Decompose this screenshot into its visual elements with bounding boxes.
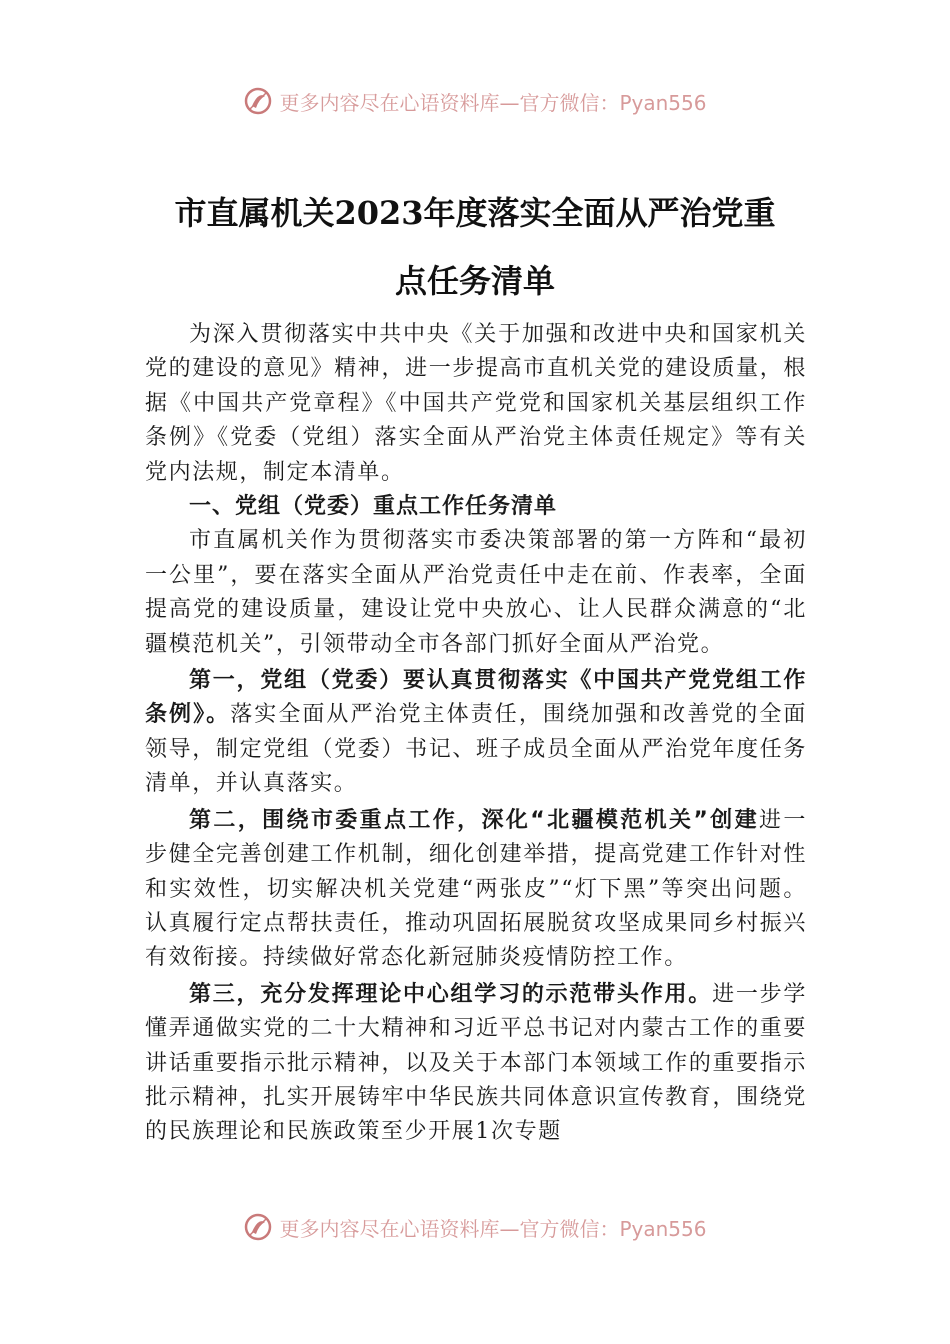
item-body: 进一步健全完善创建工作机制，细化创建举措，提高党建工作针对性和实效性，切实解决机关党建“两张皮”“灯下黑”等突出问题。认真履行定点帮扶责任，推动巩固拓展脱贫攻坚成果同乡村振兴有效衔接。持续做好常态化新冠肺炎疫情防控工作。 [145, 807, 807, 971]
list-item [145, 804, 807, 976]
document-body [145, 318, 807, 1150]
logo-icon [243, 86, 273, 116]
logo-icon [243, 1212, 273, 1242]
watermark-text: 更多内容尽在心语资料库—官方微信：Pyan556 [279, 90, 707, 115]
document-title-line-2: 点任务清单 [394, 262, 555, 300]
document-title-line-1: 市直属机关2023年度落实全面从严治党重 [174, 194, 776, 232]
watermark-text: 更多内容尽在心语资料库—官方微信：Pyan556 [279, 1216, 707, 1241]
item-body: 进一步学懂弄通做实党的二十大精神和习近平总书记对内蒙古工作的重要讲话重要指示批示精神，以及关于本部门本领域工作的重要指示批示精神，扎实开展铸牢中华民族共同体意识宣传教育，围绕党的民族理论和民族政策至少开展1次专题 [145, 981, 808, 1145]
section-paragraph: 市直属机关作为贯彻落实市委决策部署的第一方阵和“最初一公里”，要在落实全面从严治党责任中走在前、作表率，全面提高党的建设质量，建设让党中央放心、让人民群众满意的“北疆模范机关”，引领带动全市各部门抓好全面从严治党。 [145, 528, 807, 657]
watermark-header [0, 86, 950, 116]
section-heading: 一、党组（党委）重点工作任务清单 [189, 494, 558, 520]
watermark-footer [0, 1212, 950, 1242]
item-lead: 第二，围绕市委重点工作，深化“北疆模范机关”创建 [189, 807, 760, 833]
intro-paragraph: 为深入贯彻落实中共中央《关于加强和改进中央和国家机关党的建设的意见》精神，进一步提高市直机关党的建设质量，根据《中国共产党章程》《中国共产党党和国家机关基层组织工作条例》《党委（党组）落实全面从严治党主体责任规定》等有关党内法规，制定本清单。 [145, 322, 807, 485]
item-lead: 第一，党组（党委）要认真贯彻落实《中国共产党党组工作条例》。 [145, 668, 807, 728]
list-item [145, 978, 807, 1150]
list-item [145, 664, 807, 802]
item-lead: 第三，充分发挥理论中心组学习的示范带头作用。 [189, 981, 713, 1007]
item-body: 落实全面从严治党主体责任，围绕加强和改善党的全面领导，制定党组（党委）书记、班子成员全面从严治党年度任务清单，并认真落实。 [145, 702, 808, 797]
